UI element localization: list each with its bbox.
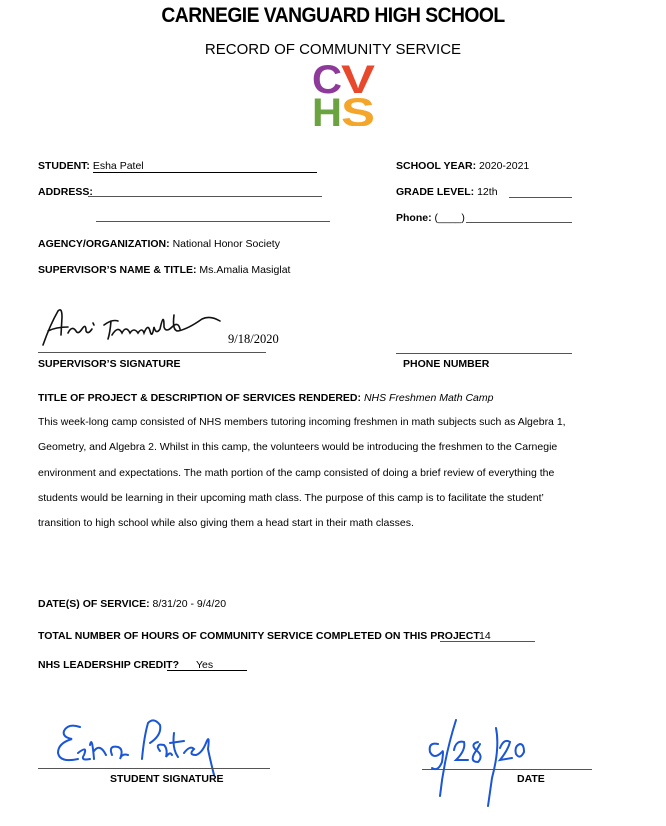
student-label: STUDENT: xyxy=(38,160,90,172)
supervisor-name-label: SUPERVISOR’S NAME & TITLE: xyxy=(38,264,197,276)
address-label: ADDRESS: xyxy=(38,186,93,198)
address-line-2[interactable] xyxy=(96,221,330,222)
project-description xyxy=(38,410,628,536)
supervisor-signature-label: SUPERVISOR’S SIGNATURE xyxy=(38,358,181,370)
logo-letter-h: H xyxy=(312,91,342,126)
school-name: CARNEGIE VANGUARD HIGH SCHOOL xyxy=(161,4,505,27)
student-signature-label: STUDENT SIGNATURE xyxy=(110,773,224,785)
address-line-1[interactable] xyxy=(88,196,322,197)
grade-level-row xyxy=(396,186,498,198)
logo-letter-c: C xyxy=(312,60,342,102)
phone-line[interactable] xyxy=(466,222,572,223)
supervisor-phone-label: PHONE NUMBER xyxy=(403,358,490,370)
dates-label: DATE(S) OF SERVICE: xyxy=(38,598,150,610)
student-name-field[interactable] xyxy=(93,160,317,173)
project-title-label: TITLE OF PROJECT & DESCRIPTION OF SERVICES RENDERED: xyxy=(38,392,362,404)
supervisor-signature-date: 9/18/2020 xyxy=(228,332,279,346)
total-hours-label: TOTAL NUMBER OF HOURS OF COMMUNITY SERVICE COMPLETED ON THIS PROJECT xyxy=(38,630,480,642)
student-signature-line[interactable] xyxy=(38,768,270,769)
supervisor-name-value: Ms.Amalia Masiglat xyxy=(199,264,291,276)
grade-level-line[interactable] xyxy=(509,197,572,198)
project-title-row xyxy=(38,392,493,404)
supervisor-phone-line[interactable] xyxy=(396,353,572,354)
school-year-value: 2020-2021 xyxy=(479,160,530,172)
grade-level-value: 12th xyxy=(477,186,498,198)
description-line: environment and expectations. The math portion of the camp consisted of doing a brief review of everything the xyxy=(38,466,555,479)
student-row xyxy=(38,160,317,173)
leadership-credit-label: NHS LEADERSHIP CREDIT? xyxy=(38,659,179,671)
handwritten-date xyxy=(420,718,530,808)
agency-row xyxy=(38,238,280,250)
total-hours-row xyxy=(38,630,480,642)
dates-value: 8/31/20 - 9/4/20 xyxy=(152,598,227,610)
logo-letter-s: S xyxy=(341,91,375,126)
leadership-credit-value: Yes xyxy=(196,659,214,671)
phone-row xyxy=(396,212,465,224)
supervisor-signature-image xyxy=(38,305,228,350)
total-hours-value: 14 xyxy=(479,630,491,642)
supervisor-signature-line[interactable] xyxy=(38,352,266,353)
school-year-label: SCHOOL YEAR: xyxy=(396,160,477,172)
supervisor-name-row xyxy=(38,264,290,276)
phone-area-code[interactable]: (____) xyxy=(434,212,465,224)
form-title: RECORD OF COMMUNITY SERVICE xyxy=(204,41,462,58)
student-name-value: Esha Patel xyxy=(92,160,144,172)
school-year-row xyxy=(396,160,529,172)
dates-row xyxy=(38,598,226,610)
agency-value: National Honor Society xyxy=(172,238,280,250)
description-line: This week-long camp consisted of NHS members tutoring incoming freshmen in math subjects such as Algebra 1, xyxy=(38,416,566,428)
agency-label: AGENCY/ORGANIZATION: xyxy=(38,238,170,250)
description-line: students would be learning in their upcoming math class. The purpose of this camp is to facilitate the student’ xyxy=(38,491,544,504)
description-line: transition to high school while also giving them a head start in their math classes. xyxy=(38,517,414,530)
logo-letter-v: V xyxy=(341,60,376,102)
phone-label: Phone: xyxy=(396,212,432,224)
grade-level-label: GRADE LEVEL: xyxy=(396,186,475,198)
leadership-credit-row xyxy=(38,659,179,671)
date-line[interactable] xyxy=(422,769,592,770)
description-line: Geometry, and Algebra 2. Whilst in this camp, the volunteers would be introducing the freshmen to the Carnegie xyxy=(38,441,558,454)
date-label: DATE xyxy=(517,773,545,785)
cvhs-logo xyxy=(311,60,377,126)
project-title-value: NHS Freshmen Math Camp xyxy=(363,392,494,404)
